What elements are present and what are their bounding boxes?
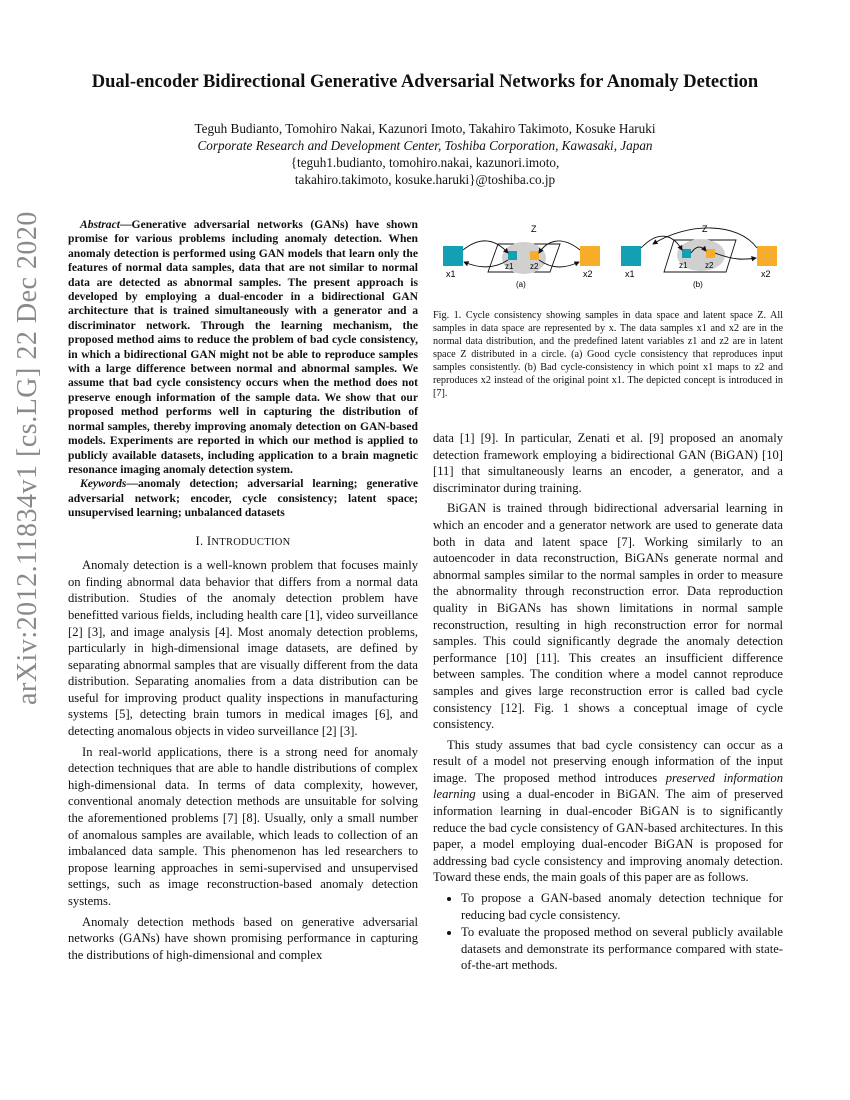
arxiv-sidebar-stamp — [6, 0, 50, 1100]
section-number: I. — [195, 533, 204, 548]
x2-square-a — [580, 246, 600, 266]
z2-square-b — [706, 249, 715, 258]
email-line-2: takahiro.takimoto, kosuke.haruki}@toshiba.co.jp — [294, 172, 556, 187]
goal-item: • To evaluate the proposed method on several publicly available datasets and demonstrate its performance compared with state-of-the-art methods. — [461, 924, 783, 974]
study-paragraph-part-b: using a dual-encoder in BiGAN. The aim of preserved information learning in dual-encoder BiGAN is to significantly reduce the bad cycle consistency of GAN-based architectures. In this paper, a model employing dual-encoder BiGAN is proposed for addressing bad cycle consistency and improving anomaly detection. Toward these ends, the main goals of this paper are as follows. — [433, 787, 783, 885]
figure-1-caption: Fig. 1. Cycle consistency showing samples in data space and latent space Z. All samples in data space are represented by x. The data samples x1 and x2 are in the normal data distribution, and the predefined latent variables z1 and z2 are in latent space Z distributed in a circle. (a) Good cycle consistency that reproduces input samples consistently. (b) Bad cycle-consistency in which point x1 maps to z2 and reproduces x2 instead of the original point x1. The depicted concept is introduced in [7]. — [433, 310, 783, 399]
abstract — [68, 218, 418, 477]
x1-label-a: x1 — [446, 269, 456, 279]
email-line-1: {teguh1.budianto, tomohiro.nakai, kazunori.imoto, — [290, 155, 560, 170]
author-list: Teguh Budianto, Tomohiro Nakai, Kazunori Imoto, Takahiro Takimoto, Kosuke Haruki — [194, 121, 656, 136]
study-paragraph-emphasis: preserved information learning — [433, 770, 784, 802]
x2-label-b: x2 — [761, 269, 771, 279]
keywords — [68, 477, 418, 520]
section-title-first: I — [206, 533, 212, 548]
z1-square-b — [682, 249, 691, 258]
panel-b-label: (b) — [693, 280, 703, 289]
latent-label-a: Z — [531, 224, 537, 234]
right-column — [433, 430, 783, 975]
z2-label-a: z2 — [530, 262, 539, 271]
panel-a — [443, 224, 600, 289]
x1-square-a — [443, 246, 463, 266]
z1-label-b: z1 — [679, 261, 688, 270]
section-title-rest: NTRODUCTION — [211, 536, 291, 548]
keywords-text: —anomaly detection; adversarial learning; generative adversarial network; encoder, cycle consistency; latent space; unsupervised learning; unbalanced datasets — [68, 477, 418, 520]
section-heading-introduction — [68, 533, 418, 552]
x2-label-a: x2 — [583, 269, 593, 279]
z1-label-a: z1 — [505, 262, 514, 271]
x2-square-b — [757, 246, 777, 266]
intro-paragraph-3: Anomaly detection methods based on generative adversarial networks (GANs) have shown promising performance in capturing the distributions of high-dimensional and complex — [68, 914, 418, 962]
z1-square-a — [508, 251, 517, 260]
abstract-text: —Generative adversarial networks (GANs) have shown promise for various problems including anomaly detection. When anomaly detection is performed using GAN models that learn only the features of normal data samples, data that are not similar to normal data are detected as abnormal samples. The present approach is developed by employing a dual-encoder in a bidirectional GAN architecture that is trained simultaneously with a generator and a discriminator network. Through the learning mechanism, the proposed method aims to reduce the problem of bad cycle consistency, in which a bidirectional GAN might not be able to reproduce samples with a large difference between normal and abnormal samples. We assume that bad cycle consistency occurs when the method does not preserve enough information of the sample data. We show that our proposed method performs well in capturing the distribution of normal samples, thereby improving anomaly detection on GAN-based models. Experiments are reported in which our method is applied to publicly available datasets, including application to a brain magnetic resonance imaging anomaly detection system. — [68, 218, 418, 476]
figure-1 — [438, 220, 783, 296]
bigan-paragraph: BiGAN is trained through bidirectional adversarial learning in which an encoder and a generator network are used to generate data both in data and latent space [7]. Working similarly to an autoencoder in data reconstruction, BiGANs generate normal and abnormal samples similar to the normal samples in order to measure the abnormality through reconstruction error. Data reproduction quality in BiGANs has shown limitations in normal sample reconstruction, resulting in high reconstruction error for normal samples. This could significantly degrade the anomaly detection performance [10] [11]. This creates an insufficient difference between samples. The condition where a model cannot reproduce samples and gives large reconstruction error is called bad cycle consistency [12]. Fig. 1 shows a conceptual image of cycle consistency. — [433, 501, 783, 732]
study-paragraph-part-a: This study assumes that bad cycle consistency can occur as a result of a model not preserving enough information of the input image. The proposed method introduces — [433, 737, 783, 785]
study-paragraph — [433, 737, 783, 886]
z2-label-b: z2 — [705, 261, 714, 270]
cycle-consistency-diagram — [438, 220, 783, 296]
x1-square-b — [621, 246, 641, 266]
panel-a-label: (a) — [516, 280, 526, 289]
x1-label-b: x1 — [625, 269, 635, 279]
right-continuation: data [1] [9]. In particular, Zenati et al. [9] proposed an anomaly detection framework employing a bidirectional GAN (BiGAN) [10] [11] that simultaneously learns an encoder, a generator, and a discriminator during training. — [433, 431, 783, 495]
abstract-label: Abstract — [80, 218, 120, 231]
goal-item: • To propose a GAN-based anomaly detection technique for reducing bad cycle consistency. — [461, 890, 783, 923]
left-column — [68, 218, 418, 967]
affiliation: Corporate Research and Development Center, Toshiba Corporation, Kawasaki, Japan — [197, 138, 653, 153]
intro-paragraph-2: In real-world applications, there is a strong need for anomaly detection techniques that are able to handle distributions of complex high-dimensional data. In terms of data complexity, however, conventional anomaly detection methods are unsuitable for solving the aforementioned problems [7] [8]. Usually, only a small number of anomalous samples are available, which leads to collection of an imbalanced data sample. This phenomenon has led researchers to propose learning approaches in semi-supervised and unsupervised settings, such as image reconstruction-based anomaly detection systems. — [68, 744, 418, 908]
arxiv-identifier: arXiv:2012.11834v1 [cs.LG] 22 Dec 2020 — [12, 211, 43, 705]
keywords-label: Keywords — [80, 477, 127, 491]
intro-paragraph-1: Anomaly detection is a well-known problem that focuses mainly on finding abnormal data behavior that differs from a normal data distribution. Studies of the anomaly detection problem have benefitted various fields, including health care [1], video surveillance [2] [3], and image analysis [4]. Most anomaly detection problems, particularly in high-dimensional image datasets, are defined by separating abnormal samples that are visually different from the data distribution. Separating anomalies from a data distribution can be useful for improving product quality inspections in manufacturing systems [5], detecting brain tumors in medical images [6], and detecting anomalous objects in video surveillance [2] [3]. — [68, 558, 418, 739]
latent-label-b: Z — [702, 224, 708, 234]
z2-square-a — [530, 251, 539, 260]
goals-list — [433, 890, 783, 974]
panel-b — [621, 224, 777, 289]
paper-title: Dual-encoder Bidirectional Generative Adversarial Networks for Anomaly Detection — [91, 72, 759, 92]
